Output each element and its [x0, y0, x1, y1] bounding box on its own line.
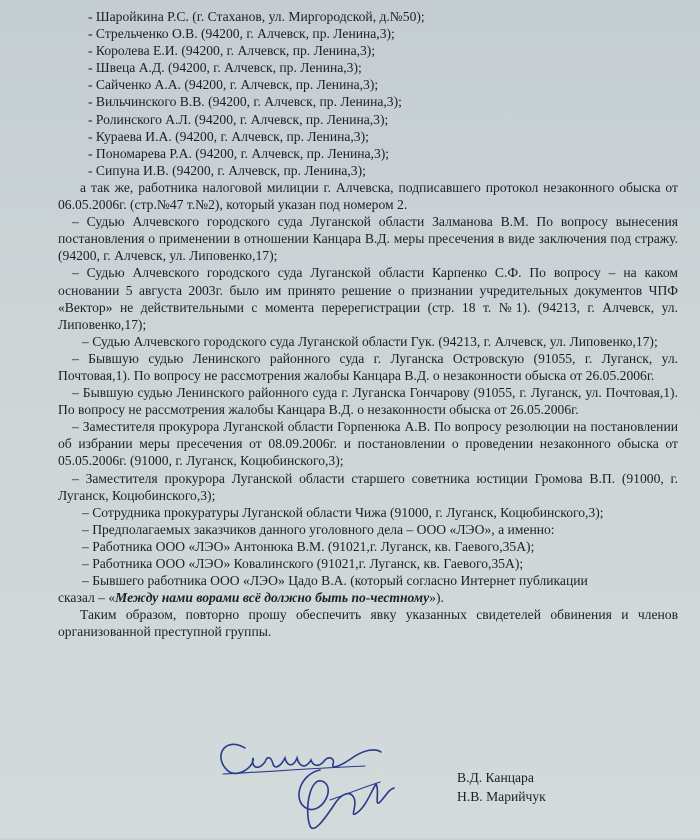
list-item: - Швеца А.Д. (94200, г. Алчевск, пр. Ленина,3);: [88, 60, 362, 76]
list-item: - Кураева И.А. (94200, г. Алчевск, пр. Ленина,3);: [88, 128, 369, 144]
paragraph: – Бывшую судью Ленинского районного суда г. Луганска Гончарову (91055, г. Луганск, ул. Почтовая,1). По вопросу не рассмотрения жалобы Канцара В.Д. о незаконности обыска от 26.05.2006г.: [58, 385, 678, 418]
list-item: - Шаройкина Р.С. (г. Стаханов, ул. Миргородской, д.№50);: [88, 9, 425, 24]
list-item: – Работника ООО «ЛЭО» Ковалинского (91021,г. Луганск, кв. Гаевого,35А);: [82, 556, 524, 571]
quote-text: Между нами ворами всё должно быть по-честному: [115, 590, 430, 606]
quote-lead: сказал – «: [58, 590, 116, 606]
paragraph: а так же, работника налоговой милиции г. Алчевска, подписавшего протокол незаконного обыска от 06.05.2006г. (стр.№47 т.№2), который указан под номером 2.: [58, 179, 678, 213]
list-item: - Сайченко А.А. (94200, г. Алчевск, пр. Ленина,3);: [88, 77, 379, 93]
signatory-name: В.Д. Канцара: [457, 770, 534, 785]
closing-paragraph: Таким образом, повторно прошу обеспечить явку указанных свидетелей обвинения и членов организованной преступной группы.: [58, 607, 678, 640]
list-item: – Сотрудника прокуратуры Луганской области Чижа (91000, г. Луганск, Коцюбинского,3);: [82, 504, 604, 520]
list-item: – Работника ООО «ЛЭО» Антонюка В.М. (91021,г. Луганск, кв. Гаевого,35А);: [82, 538, 535, 554]
quote-line: [58, 589, 678, 606]
witness-list: [88, 8, 678, 179]
quote-tail: »).: [429, 590, 444, 606]
list-item: - Королева Е.И. (94200, г. Алчевск, пр. Ленина,3);: [88, 43, 376, 59]
paragraph: – Бывшую судью Ленинского районного суда г. Луганска Островскую (91055, г. Луганск, ул. Почтовая,1). По вопросу не рассмотрения жалобы Канцара В.Д. о незаконности обыска от 26.05.2006г.: [58, 350, 678, 383]
paragraph: – Судью Алчевского городского суда Луганской области Карпенко С.Ф. По вопросу – на каком основании 5 августа 2003г. было им принято решение о признании учредительных документов ЧПФ «Вектор» не действительными с момента перерегистрации (стр. 18 т. №1). (94213, г. Алчевск, ул. Липовенко,17);: [58, 265, 678, 332]
list-item: - Стрельченко О.В. (94200, г. Алчевск, пр. Ленина,3);: [88, 26, 395, 42]
list-item: - Вильчинского В.В. (94200, г. Алчевск, пр. Ленина,3);: [88, 94, 402, 110]
paragraph: – Заместителя прокурора Луганской области старшего советника юстиции Громова В.П. (91000, г. Луганск, Коцюбинского,3);: [58, 470, 678, 503]
signature-2-icon: [280, 760, 400, 840]
signatory-name: Н.В. Марийчук: [457, 789, 546, 804]
list-item: - Пономарева Р.А. (94200, г. Алчевск, пр. Ленина,3);: [88, 145, 390, 161]
list-item: - Ролинского А.Л. (94200, г. Алчевск, пр. Ленина,3);: [88, 111, 389, 127]
short-list: [82, 504, 678, 589]
paragraph: – Судью Алчевского городского суда Луганской области Гук. (94213, г. Алчевск, ул. Липовенко,17);: [82, 333, 658, 349]
paragraph: – Заместителя прокурора Луганской области Горпенюка А.В. По вопросу резолюции на постановлении об избрании меры пресечения от 08.09.2006г. и постановлении о проведении незаконного обыска от 05.05.2006г. (91000, г. Луганск, Коцюбинского,3);: [58, 419, 678, 469]
list-item: – Предполагаемых заказчиков данного уголовного дела – ООО «ЛЭО», а именно:: [82, 521, 555, 537]
signatories: [457, 768, 546, 806]
list-item: - Сипуна И.В. (94200, г. Алчевск, пр. Ленина,3);: [88, 162, 366, 178]
list-item: – Бывшего работника ООО «ЛЭО» Цадо В.А. (который согласно Интернет публикации: [82, 573, 588, 589]
document-body: [58, 8, 678, 640]
paragraph: – Судью Алчевского городского суда Луганской области Залманова В.М. По вопросу вынесения постановления о применении в отношении Канцара В.Д. меры пресечения в виде заключения под стражу. (94200, г. Алчевск, ул. Липовенко,17);: [58, 214, 678, 264]
